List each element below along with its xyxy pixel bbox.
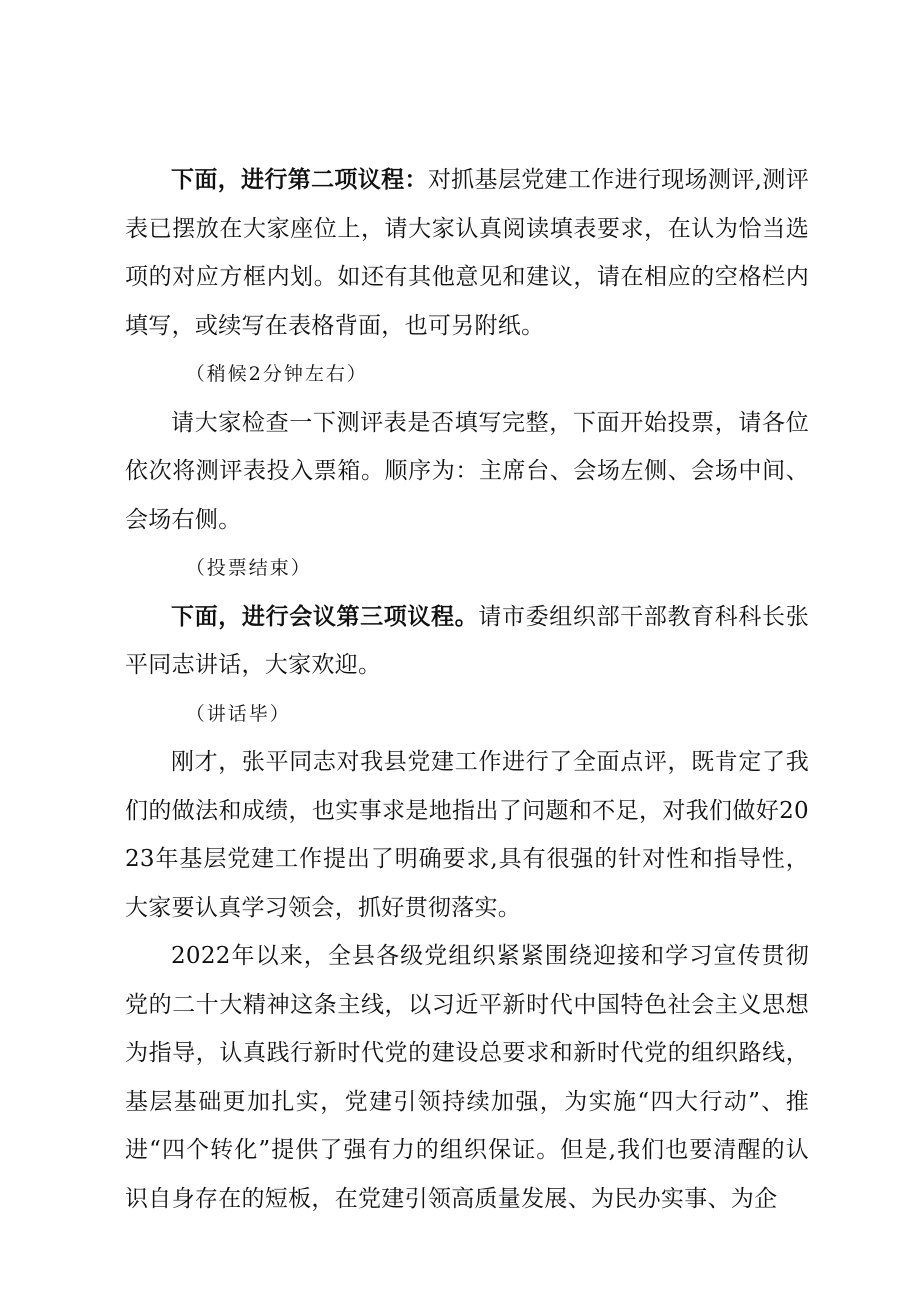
agenda-heading: 下面，进行第二项议程：: [171, 167, 428, 193]
agenda-heading: 下面，进行会议第三项议程。: [171, 603, 479, 630]
paragraph-text: 对抓基层党建工作进行现场测评,测评表已摆放在大家座位上，请大家认真阅读填表要求，在认为恰当选项的对应方框内划。如还有其他意见和建议，请在相应的空格栏内填写，或续写在表格背面，也可另附纸。: [125, 167, 809, 339]
paragraph-agenda-three: [125, 593, 809, 690]
stage-direction: （投票结束）: [185, 557, 312, 579]
stage-direction: （讲话毕）: [185, 702, 291, 725]
paragraph-voting: 请大家检查一下测评表是否填写完整，下面开始投票，请各位依次将测评表投入票箱。顺序为：主席台、会场左侧、会场中间、会场右侧。: [125, 409, 809, 533]
paragraph-text: 请市委组织部干部教育科科长张平同志讲话，大家欢迎。: [125, 603, 810, 678]
paragraph-agenda-two: [125, 156, 809, 350]
paragraph-summary: 2022年以来，全县各级党组织紧紧围绕迎接和学习宣传贯彻党的二十大精神这条主线，以习近平新时代中国特色社会主义思想为指导，认真践行新时代党的建设总要求和新时代党的组织路线，基层基础更加扎实，党建引领持续加强，为实施“四大行动”、推进“四个转化”提供了强有力的组织保证。但是,我们也要清醒的认识自身存在的短板，在党建引领高质量发展、为民办实事、为企: [125, 943, 809, 1212]
document-body: [125, 156, 809, 1223]
paragraph-review: 刚才，张平同志对我县党建工作进行了全面点评，既肯定了我们的做法和成绩，也实事求是地指出了问题和不足，对我们做好2023年基层党建工作提出了明确要求,具有很强的针对性和指导性，大家要认真学习领会，抓好贯彻落实。: [125, 749, 809, 921]
stage-direction: （稍候2分钟左右）: [185, 363, 368, 385]
